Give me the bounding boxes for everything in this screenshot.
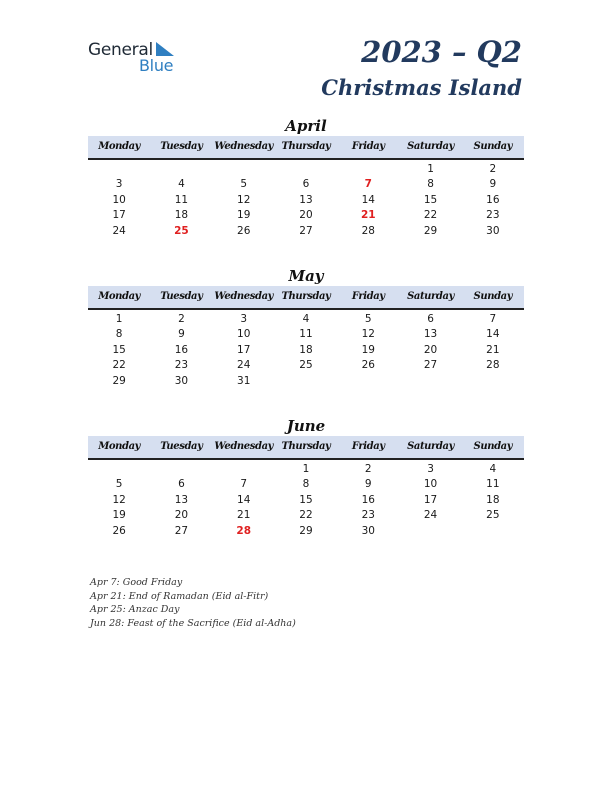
day-cell: 19 [237, 209, 251, 222]
weekday-label-monday: Monday [98, 441, 141, 452]
day-cell: 19 [361, 343, 375, 356]
empty-day-cell [275, 162, 337, 177]
weekday-label-sunday: Sunday [473, 141, 513, 152]
generalblue-logo [88, 40, 188, 76]
weekday-label-saturday: Saturday [407, 441, 455, 452]
day-cell: 23 [486, 209, 500, 222]
week-row [88, 358, 524, 373]
weekday-label-friday: Friday [351, 441, 385, 452]
day-cell: 2 [489, 163, 497, 175]
day-cell: 26 [237, 224, 251, 237]
day-cell: 13 [423, 328, 438, 341]
day-cell: 3 [115, 178, 123, 191]
day-cell: 12 [112, 493, 126, 506]
day-cell: 30 [174, 374, 189, 387]
day-cell: 24 [237, 359, 251, 372]
logo-text-blue: Blue [139, 56, 174, 75]
empty-day-cell [337, 162, 399, 177]
day-cell: 9 [364, 478, 372, 491]
week-row [88, 508, 524, 523]
month-calendar-may [88, 266, 524, 389]
empty-day-cell [150, 462, 212, 477]
day-cell: 5 [115, 478, 123, 491]
empty-day-cell [88, 162, 150, 177]
day-cell: 18 [299, 343, 313, 356]
day-cell: 7 [489, 313, 497, 325]
day-cell: 6 [178, 478, 185, 491]
day-cell: 8 [115, 328, 123, 341]
day-cell: 13 [299, 193, 313, 206]
day-cell: 24 [112, 224, 126, 237]
day-cell: 22 [299, 509, 313, 522]
page-subtitle: Christmas Island [321, 75, 522, 100]
logo-text-general: General [88, 40, 153, 60]
day-cell: 11 [486, 478, 500, 491]
empty-day-cell [213, 162, 275, 177]
weekday-header [88, 136, 524, 160]
week-row [88, 224, 524, 239]
day-cell: 1 [115, 313, 123, 325]
day-cell: 14 [486, 328, 500, 341]
month-title: June [286, 417, 326, 435]
day-cell: 12 [237, 193, 251, 206]
day-cell: 25 [486, 509, 500, 522]
weekday-label-thursday: Thursday [281, 141, 331, 152]
week-row [88, 193, 524, 208]
day-cell: 16 [174, 343, 189, 356]
day-cell: 16 [361, 493, 375, 506]
day-cell: 25 [299, 359, 313, 372]
day-cell: 4 [302, 313, 310, 325]
empty-day-cell [462, 524, 524, 539]
week-row [88, 343, 524, 358]
day-cell: 10 [423, 478, 438, 491]
day-cell: 4 [178, 178, 185, 191]
day-cell: 26 [112, 524, 126, 537]
weekday-label-wednesday: Wednesday [214, 141, 274, 152]
day-cell: 6 [427, 313, 434, 325]
day-cell: 20 [299, 209, 313, 222]
holiday-note: Apr 25: Anzac Day [90, 604, 180, 615]
day-cell: 8 [427, 178, 434, 191]
day-cell: 19 [112, 509, 126, 522]
day-cell: 23 [174, 359, 189, 372]
weekday-header [88, 436, 524, 460]
weekday-label-wednesday: Wednesday [214, 441, 274, 452]
week-row [88, 327, 524, 342]
weekday-label-sunday: Sunday [473, 441, 513, 452]
day-cell: 9 [489, 178, 497, 191]
day-cell: 4 [489, 463, 497, 475]
month-weeks [88, 310, 524, 389]
week-row [88, 493, 524, 508]
month-calendar-june [88, 416, 524, 539]
day-cell: 14 [237, 493, 251, 506]
day-cell: 3 [240, 313, 248, 325]
day-cell: 13 [174, 493, 189, 506]
day-cell: 9 [178, 328, 185, 341]
day-cell: 7 [240, 478, 248, 491]
day-cell: 21 [360, 209, 376, 222]
weekday-label-tuesday: Tuesday [160, 141, 203, 152]
day-cell: 27 [174, 524, 189, 537]
day-cell: 5 [240, 178, 248, 191]
day-cell: 14 [361, 193, 375, 206]
week-row [88, 374, 524, 389]
weekday-label-saturday: Saturday [407, 141, 455, 152]
weekday-label-tuesday: Tuesday [160, 291, 203, 302]
week-row [88, 208, 524, 223]
weekday-label-wednesday: Wednesday [214, 291, 274, 302]
day-cell: 5 [364, 313, 372, 325]
day-cell: 2 [178, 313, 185, 325]
day-cell: 21 [486, 343, 500, 356]
empty-day-cell [150, 162, 212, 177]
weekday-label-monday: Monday [98, 141, 141, 152]
day-cell: 15 [112, 343, 126, 356]
day-cell: 21 [237, 509, 251, 522]
day-cell: 27 [423, 359, 438, 372]
day-cell: 24 [423, 509, 438, 522]
week-row [88, 177, 524, 192]
day-cell: 18 [486, 493, 500, 506]
week-row [88, 462, 524, 477]
day-cell: 10 [237, 328, 251, 341]
empty-day-cell [462, 374, 524, 389]
weekday-label-friday: Friday [351, 141, 385, 152]
holiday-note: Apr 21: End of Ramadan (Eid al-Fitr) [90, 590, 269, 602]
day-cell: 18 [174, 209, 189, 222]
day-cell: 23 [361, 509, 375, 522]
weekday-label-saturday: Saturday [407, 291, 455, 302]
weekday-label-friday: Friday [351, 291, 385, 302]
weekday-label-thursday: Thursday [281, 291, 331, 302]
empty-day-cell [88, 462, 150, 477]
day-cell: 8 [302, 478, 310, 491]
day-cell: 3 [427, 463, 434, 475]
day-cell: 31 [237, 374, 251, 387]
day-cell: 1 [427, 163, 434, 175]
day-cell: 27 [299, 224, 313, 237]
day-cell: 28 [361, 224, 375, 237]
empty-day-cell [399, 374, 461, 389]
day-cell: 11 [174, 193, 189, 206]
holiday-note: Apr 7: Good Friday [90, 577, 183, 588]
weekday-label-monday: Monday [98, 291, 141, 302]
day-cell: 28 [486, 359, 500, 372]
holiday-note: Jun 28: Feast of the Sacrifice (Eid al-Adha) [90, 617, 296, 629]
day-cell: 22 [423, 209, 438, 222]
empty-day-cell [337, 374, 399, 389]
empty-day-cell [213, 462, 275, 477]
weekday-header [88, 286, 524, 310]
day-cell: 17 [237, 343, 251, 356]
day-cell: 25 [174, 224, 189, 237]
day-cell: 15 [423, 193, 438, 206]
weekday-label-sunday: Sunday [473, 291, 513, 302]
day-cell: 16 [486, 193, 500, 206]
month-title: May [288, 267, 324, 285]
day-cell: 2 [364, 463, 372, 475]
day-cell: 17 [112, 209, 126, 222]
day-cell: 20 [423, 343, 438, 356]
holiday-notes [90, 576, 296, 630]
day-cell: 26 [361, 359, 375, 372]
empty-day-cell [275, 374, 337, 389]
day-cell: 6 [302, 178, 310, 191]
empty-day-cell [399, 524, 461, 539]
day-cell: 7 [364, 178, 372, 191]
day-cell: 28 [236, 524, 252, 537]
day-cell: 1 [302, 463, 310, 475]
day-cell: 30 [486, 224, 500, 237]
week-row [88, 477, 524, 492]
month-weeks [88, 160, 524, 239]
day-cell: 11 [299, 328, 313, 341]
day-cell: 12 [361, 328, 375, 341]
day-cell: 29 [112, 374, 126, 387]
day-cell: 10 [112, 193, 126, 206]
day-cell: 30 [361, 524, 375, 537]
day-cell: 17 [423, 493, 438, 506]
day-cell: 29 [423, 224, 438, 237]
weekday-label-tuesday: Tuesday [160, 441, 203, 452]
month-title: April [285, 117, 327, 135]
day-cell: 29 [299, 524, 313, 537]
day-cell: 15 [299, 493, 313, 506]
week-row [88, 524, 524, 539]
month-weeks [88, 460, 524, 539]
month-calendar-april [88, 116, 524, 239]
day-cell: 20 [174, 509, 189, 522]
weekday-label-thursday: Thursday [281, 441, 331, 452]
page-title: 2023 – Q2 [361, 35, 522, 69]
week-row [88, 312, 524, 327]
day-cell: 22 [112, 359, 126, 372]
week-row [88, 162, 524, 177]
